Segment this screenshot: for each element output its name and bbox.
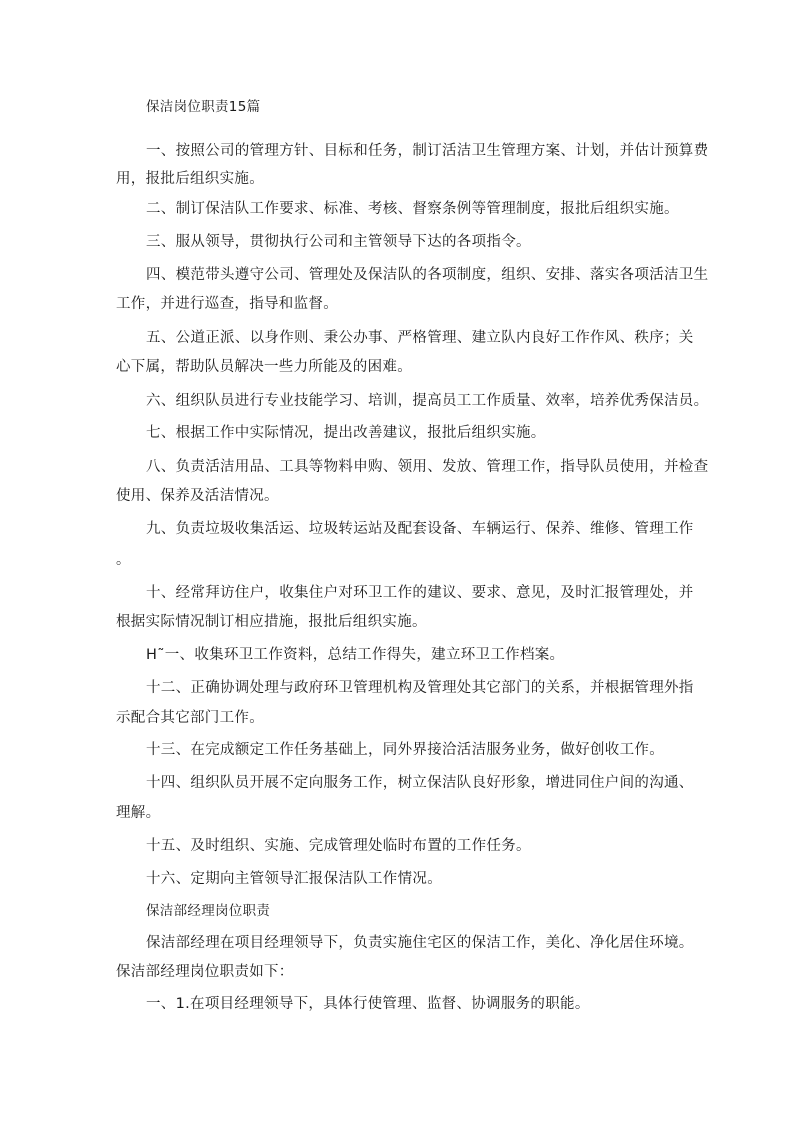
paragraph-line: 一、1.在项目经理领导下，具体行使管理、监督、协调服务的职能。 (146, 996, 590, 1012)
paragraph-line: 三、服从领导，贯彻执行公司和主管领导下达的各项指令。 (146, 234, 531, 250)
paragraph-line: 十、经常拜访住户，收集住户对环卫工作的建议、要求、意见，及时汇报管理处，并 (146, 585, 694, 601)
paragraph-line: 用，报批后组织实施。 (116, 171, 264, 187)
paragraph-line: 十六、定期向主管领导汇报保洁队工作情况。 (146, 871, 442, 887)
paragraph-line: 十三、在完成额定工作任务基础上，同外界接洽活洁服务业务，做好创收工作。 (146, 742, 664, 758)
paragraph-line: 六、组织队员进行专业技能学习、培训，提高员工工作质量、效率，培养优秀保洁员。 (146, 393, 709, 409)
paragraph-line: 十五、及时组织、实施、完成管理处临时布置的工作任务。 (146, 838, 531, 854)
paragraph-line: 四、模范带头遵守公司、管理处及保洁队的各项制度，组织、安排、落实各项活洁卫生 (146, 267, 709, 283)
paragraph-line: 使用、保养及活洁情况。 (116, 488, 279, 504)
paragraph-line: 工作，并进行巡查，指导和监督。 (116, 296, 338, 312)
paragraph-line: 二、制订保洁队工作要求、标准、考核、督察条例等管理制度，报批后组织实施。 (146, 201, 679, 217)
paragraph-line: 根据实际情况制订相应措施，报批后组织实施。 (116, 614, 427, 630)
paragraph-line: 示配合其它部门工作。 (116, 710, 264, 726)
paragraph-line: 保洁部经理在项目经理领导下，负责实施住宅区的保洁工作，美化、净化居住环境。 (146, 935, 694, 951)
paragraph-line: 。 (116, 552, 131, 568)
paragraph-line: 一、按照公司的管理方针、目标和任务，制订活洁卫生管理方案、计划，并估计预算费 (146, 143, 709, 159)
paragraph-line: 十四、组织队员开展不定向服务工作，树立保洁队良好形象，增进同住户间的沟通、 (146, 775, 694, 791)
document-title: 保洁岗位职责15篇 (146, 99, 261, 115)
paragraph-line: 十二、正确协调处理与政府环卫管理机构及管理处其它部门的关系，并根据管理外指 (146, 680, 694, 696)
paragraph-line: 理解。 (116, 805, 161, 821)
paragraph-line: 五、公道正派、以身作则、秉公办事、严格管理、建立队内良好工作作风、秩序；关 (146, 330, 694, 346)
paragraph-line: 九、负责垃圾收集活运、垃圾转运站及配套设备、车辆运行、保养、维修、管理工作 (146, 521, 694, 537)
paragraph-line: 八、负责活洁用品、工具等物料申购、领用、发放、管理工作，指导队员使用，并检查 (146, 459, 709, 475)
section-heading: 保洁部经理岗位职责 (146, 903, 271, 919)
paragraph-line: 心下属，帮助队员解决一些力所能及的困难。 (116, 359, 412, 375)
paragraph-line: H˜一、收集环卫工作资料，总结工作得失，建立环卫工作档案。 (146, 647, 565, 663)
paragraph-line: 七、根据工作中实际情况，提出改善建议，报批后组织实施。 (146, 425, 546, 441)
paragraph-line: 保洁部经理岗位职责如下： (116, 964, 294, 980)
